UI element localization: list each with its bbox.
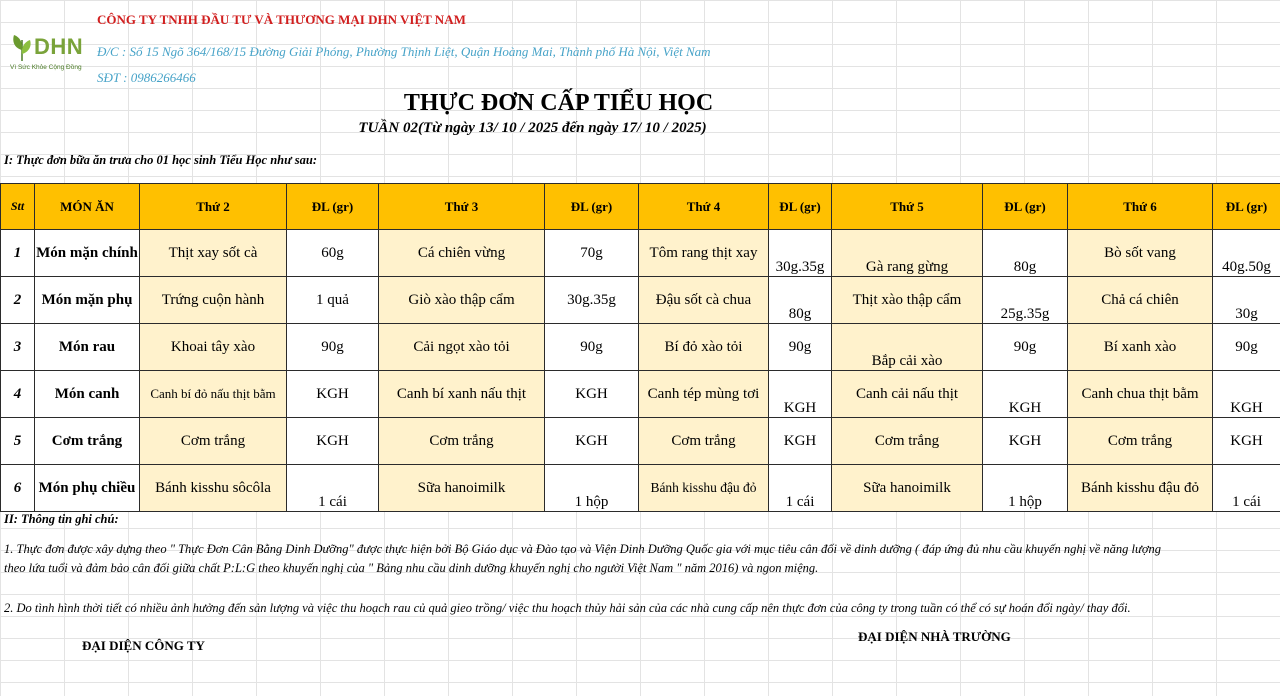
note-2: 2. Do tình hình thời tiết có nhiều ảnh hưởng đến sản lượng và việc thu hoạch rau củ quả gieo trồng/ việc thu hoạch thủy hải sản của các nhà cung cấp nên thực đơn của công ty trong tuần có thể có sự hoán đổi ngày/ thay đổi. [4,601,1131,615]
table-row [1,277,1280,324]
cell-qty-thu-3[interactable]: KGH [545,418,639,465]
section-2-heading: II: Thông tin ghi chú: [4,512,119,526]
cell-dish-thu-3[interactable]: Cơm trắng [379,418,545,465]
cell-dish-thu-2[interactable]: Trứng cuộn hành [140,277,287,324]
header-dl-thu-3[interactable]: ĐL (gr) [545,184,639,230]
cell-dish-thu-5[interactable]: Canh cải nấu thịt [832,371,983,418]
cell-dish-thu-6[interactable]: Cơm trắng [1068,418,1213,465]
leaf-icon [10,32,34,62]
cell-qty-thu-3[interactable]: 70g [545,230,639,277]
table-row [1,418,1280,465]
cell-qty-thu-3[interactable]: 90g [545,324,639,371]
header-thu-6[interactable]: Thứ 6 [1068,184,1213,230]
cell-qty-thu-2[interactable]: 1 quả [287,277,379,324]
cell-category[interactable]: Cơm trắng [35,418,140,465]
cell-qty-thu-2[interactable]: 1 cái [287,465,379,512]
cell-qty-thu-2[interactable]: 60g [287,230,379,277]
logo-text: DHN [34,34,84,59]
cell-dish-thu-3[interactable]: Cá chiên vừng [379,230,545,277]
cell-dish-thu-5[interactable]: Cơm trắng [832,418,983,465]
header-dl-thu-5[interactable]: ĐL (gr) [983,184,1068,230]
week-subtitle: TUẦN 02(Từ ngày 13/ 10 / 2025 đến ngày 17/ 10 / 2025) [358,120,707,136]
cell-dish-thu-6[interactable]: Bí xanh xào [1068,324,1213,371]
table-row [1,465,1280,512]
cell-category[interactable]: Món mặn phụ [35,277,140,324]
header-dl-thu-6[interactable]: ĐL (gr) [1213,184,1280,230]
cell-stt[interactable]: 4 [1,371,35,418]
cell-qty-thu-5[interactable]: 90g [983,324,1068,371]
cell-qty-thu-5[interactable]: 80g [983,230,1068,277]
cell-qty-thu-4[interactable]: KGH [769,418,832,465]
cell-qty-thu-6[interactable]: KGH [1213,371,1280,418]
cell-dish-thu-4[interactable]: Tôm rang thịt xay [639,230,769,277]
header-dl-thu-4[interactable]: ĐL (gr) [769,184,832,230]
cell-dish-thu-6[interactable]: Chả cá chiên [1068,277,1213,324]
cell-qty-thu-4[interactable]: 30g.35g [769,230,832,277]
company-phone: SĐT : 0986266466 [97,70,196,85]
cell-qty-thu-5[interactable]: KGH [983,371,1068,418]
cell-dish-thu-3[interactable]: Cải ngọt xào tỏi [379,324,545,371]
menu-table [0,183,1280,512]
cell-dish-thu-5[interactable]: Sữa hanoimilk [832,465,983,512]
cell-qty-thu-4[interactable]: KGH [769,371,832,418]
cell-qty-thu-5[interactable]: KGH [983,418,1068,465]
header-thu-2[interactable]: Thứ 2 [140,184,287,230]
cell-dish-thu-2[interactable]: Thịt xay sốt cà [140,230,287,277]
logo-tagline: Vì Sức Khỏe Cộng Đồng [10,64,82,71]
cell-qty-thu-2[interactable]: KGH [287,418,379,465]
cell-dish-thu-2[interactable]: Khoai tây xào [140,324,287,371]
cell-stt[interactable]: 5 [1,418,35,465]
header-stt[interactable]: Stt [1,184,35,230]
cell-dish-thu-4[interactable]: Bánh kisshu đậu đỏ [639,465,769,512]
cell-dish-thu-2[interactable]: Bánh kisshu sôcôla [140,465,287,512]
cell-qty-thu-2[interactable]: 90g [287,324,379,371]
company-address: Đ/C : Số 15 Ngõ 364/168/15 Đường Giải Phóng, Phường Thịnh Liệt, Quận Hoàng Mai, Thành phố Hà Nội, Việt Nam [97,44,711,59]
cell-qty-thu-3[interactable]: KGH [545,371,639,418]
cell-dish-thu-3[interactable]: Giò xào thập cẩm [379,277,545,324]
header-thu-3[interactable]: Thứ 3 [379,184,545,230]
cell-dish-thu-4[interactable]: Canh tép mùng tơi [639,371,769,418]
header-mon-an[interactable]: MÓN ĂN [35,184,140,230]
table-row [1,324,1280,371]
page-title: THỰC ĐƠN CẤP TIỂU HỌC [403,90,714,116]
cell-dish-thu-5[interactable]: Gà rang gừng [832,230,983,277]
cell-qty-thu-6[interactable]: 1 cái [1213,465,1280,512]
company-representative: ĐẠI DIỆN CÔNG TY [82,638,205,653]
cell-qty-thu-6[interactable]: KGH [1213,418,1280,465]
cell-qty-thu-5[interactable]: 1 hộp [983,465,1068,512]
cell-category[interactable]: Món mặn chính [35,230,140,277]
cell-qty-thu-4[interactable]: 80g [769,277,832,324]
header-dl-thu-2[interactable]: ĐL (gr) [287,184,379,230]
company-name: CÔNG TY TNHH ĐẦU TƯ VÀ THƯƠNG MẠI DHN VIỆT NAM [97,12,466,27]
company-logo [8,30,90,76]
cell-dish-thu-3[interactable]: Canh bí xanh nấu thịt [379,371,545,418]
cell-qty-thu-6[interactable]: 40g.50g [1213,230,1280,277]
cell-dish-thu-5[interactable]: Thịt xào thập cẩm [832,277,983,324]
cell-category[interactable]: Món canh [35,371,140,418]
table-row [1,371,1280,418]
cell-qty-thu-3[interactable]: 1 hộp [545,465,639,512]
cell-dish-thu-6[interactable]: Canh chua thịt bằm [1068,371,1213,418]
table-row [1,230,1280,277]
note-1-line-1: 1. Thực đơn được xây dựng theo " Thực Đơn Cân Bằng Dinh Dưỡng" được thực hiện bởi Bộ Giáo dục và Đào tạo và Viện Dinh Dưỡng Quốc gia với mục tiêu cân đối về dinh dưỡng ( đáp ứng đủ nhu cầu khuyến nghị về năng lượng [4,542,1161,556]
cell-dish-thu-4[interactable]: Cơm trắng [639,418,769,465]
cell-stt[interactable]: 2 [1,277,35,324]
cell-category[interactable]: Món rau [35,324,140,371]
cell-qty-thu-2[interactable]: KGH [287,371,379,418]
cell-qty-thu-5[interactable]: 25g.35g [983,277,1068,324]
table-header-row [1,184,1280,230]
cell-stt[interactable]: 6 [1,465,35,512]
header-thu-4[interactable]: Thứ 4 [639,184,769,230]
cell-dish-thu-2[interactable]: Canh bí đỏ nấu thịt bằm [140,371,287,418]
cell-stt[interactable]: 1 [1,230,35,277]
cell-stt[interactable]: 3 [1,324,35,371]
cell-dish-thu-3[interactable]: Sữa hanoimilk [379,465,545,512]
cell-dish-thu-4[interactable]: Đậu sốt cà chua [639,277,769,324]
note-1-line-2: theo lứa tuổi và đảm bảo cân đối giữa chất P:L:G theo khuyến nghị của " Bảng nhu cầu dinh dưỡng khuyến nghị cho người Việt Nam " năm 2016) và ngon miệng. [4,561,819,575]
school-representative: ĐẠI DIỆN NHÀ TRƯỜNG [858,629,1011,644]
cell-qty-thu-6[interactable]: 90g [1213,324,1280,371]
cell-category[interactable]: Món phụ chiều [35,465,140,512]
section-1-heading: I: Thực đơn bữa ăn trưa cho 01 học sinh Tiểu Học như sau: [4,153,317,167]
cell-dish-thu-6[interactable]: Bánh kisshu đậu đỏ [1068,465,1213,512]
cell-dish-thu-6[interactable]: Bò sốt vang [1068,230,1213,277]
cell-qty-thu-3[interactable]: 30g.35g [545,277,639,324]
header-thu-5[interactable]: Thứ 5 [832,184,983,230]
cell-qty-thu-4[interactable]: 90g [769,324,832,371]
cell-qty-thu-6[interactable]: 30g [1213,277,1280,324]
cell-dish-thu-2[interactable]: Cơm trắng [140,418,287,465]
cell-qty-thu-4[interactable]: 1 cái [769,465,832,512]
cell-dish-thu-4[interactable]: Bí đỏ xào tỏi [639,324,769,371]
cell-dish-thu-5[interactable]: Bắp cải xào [832,324,983,371]
